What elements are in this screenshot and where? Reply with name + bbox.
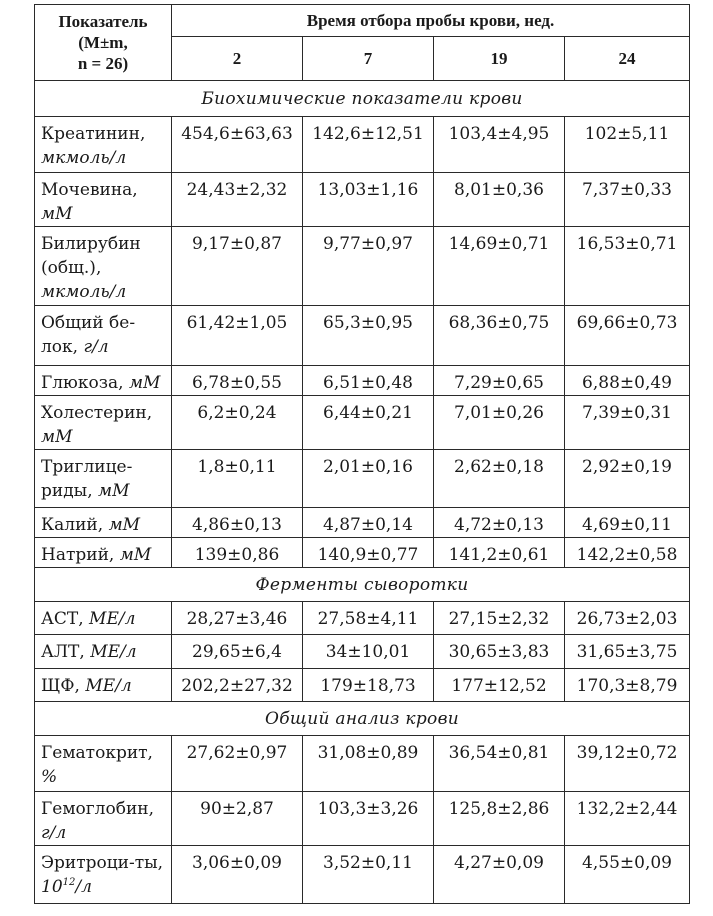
- table-row: [35, 396, 690, 450]
- indicator-cell: [35, 538, 172, 568]
- unit-prefix: 10: [41, 877, 63, 897]
- unit-text: г/л: [83, 337, 109, 357]
- value-cell: 125,8±2,86: [434, 792, 565, 846]
- value-cell: 6,2±0,24: [172, 396, 303, 450]
- value-cell: 170,3±8,79: [565, 669, 690, 702]
- value-cell: 69,66±0,73: [565, 306, 690, 366]
- indicator-name: Гемоглобин,: [41, 799, 155, 819]
- table-row: [35, 227, 690, 306]
- indicator-cell: [35, 396, 172, 450]
- value-cell: 26,73±2,03: [565, 602, 690, 635]
- table-row: [35, 117, 690, 173]
- indicator-unit: [41, 148, 126, 168]
- value-cell: 2,92±0,19: [565, 450, 690, 508]
- indicator-cell: [35, 117, 172, 173]
- value-cell: 65,3±0,95: [303, 306, 434, 366]
- indicator-name: Холестерин,: [41, 403, 153, 423]
- indicator-unit: [41, 767, 57, 787]
- table-row: [35, 846, 690, 904]
- value-cell: 140,9±0,77: [303, 538, 434, 568]
- unit-text: МЕ/л: [85, 676, 132, 696]
- value-cell: 16,53±0,71: [565, 227, 690, 306]
- section-title: Биохимические показатели крови: [35, 81, 690, 117]
- value-cell: 28,27±3,46: [172, 602, 303, 635]
- indicator-name: АЛТ,: [41, 642, 85, 662]
- value-cell: 14,69±0,71: [434, 227, 565, 306]
- value-cell: 3,52±0,11: [303, 846, 434, 904]
- value-cell: 139±0,86: [172, 538, 303, 568]
- indicator-cell: [35, 736, 172, 792]
- value-cell: 7,39±0,31: [565, 396, 690, 450]
- value-cell: 27,15±2,32: [434, 602, 565, 635]
- indicator-cell: [35, 227, 172, 306]
- table-row: [35, 508, 690, 538]
- indicator-cell: [35, 366, 172, 396]
- indicator-cell: [35, 846, 172, 904]
- value-cell: 8,01±0,36: [434, 173, 565, 227]
- unit-text: мМ: [128, 373, 161, 393]
- unit-text: мМ: [41, 204, 73, 224]
- section-title: Ферменты сыворотки: [35, 568, 690, 602]
- indicator-cell: [35, 792, 172, 846]
- table-row: [35, 366, 690, 396]
- value-cell: 202,2±27,32: [172, 669, 303, 702]
- indicator-cell: [35, 173, 172, 227]
- value-cell: 7,37±0,33: [565, 173, 690, 227]
- value-cell: 24,43±2,32: [172, 173, 303, 227]
- table-body: [35, 81, 690, 904]
- indicator-cell: [35, 635, 172, 669]
- unit-text: /л: [75, 877, 92, 897]
- value-cell: 68,36±0,75: [434, 306, 565, 366]
- section-row: [35, 568, 690, 602]
- section-title: Общий анализ крови: [35, 702, 690, 736]
- value-cell: 9,77±0,97: [303, 227, 434, 306]
- value-cell: 4,69±0,11: [565, 508, 690, 538]
- indicator-unit: [41, 823, 66, 843]
- value-cell: 6,78±0,55: [172, 366, 303, 396]
- indicator-unit: [41, 282, 126, 302]
- indicator-name: Общий бе-лок,: [41, 313, 136, 357]
- indicator-name: Билирубин (общ.),: [41, 234, 141, 278]
- indicator-header-line-1: Показатель: [58, 12, 148, 31]
- indicator-unit: [129, 373, 161, 393]
- week-header: 19: [434, 37, 565, 81]
- indicator-unit: [90, 642, 136, 662]
- indicator-name: Эритроци-ты,: [41, 853, 164, 873]
- indicator-name: Триглице-риды,: [41, 457, 133, 501]
- value-cell: 27,62±0,97: [172, 736, 303, 792]
- value-cell: 177±12,52: [434, 669, 565, 702]
- indicator-cell: [35, 450, 172, 508]
- value-cell: 30,65±3,83: [434, 635, 565, 669]
- indicator-cell: [35, 306, 172, 366]
- value-cell: 4,87±0,14: [303, 508, 434, 538]
- value-cell: 103,4±4,95: [434, 117, 565, 173]
- indicator-name: Глюкоза,: [41, 373, 124, 393]
- indicator-name: АСТ,: [41, 609, 84, 629]
- indicator-column-header: [35, 5, 172, 81]
- indicator-header-line-2: (M±m,: [78, 33, 128, 52]
- value-cell: 61,42±1,05: [172, 306, 303, 366]
- unit-text: МЕ/л: [90, 642, 137, 662]
- value-cell: 7,01±0,26: [434, 396, 565, 450]
- value-cell: 103,3±3,26: [303, 792, 434, 846]
- unit-text: МЕ/л: [89, 609, 136, 629]
- indicator-unit: [120, 545, 152, 565]
- value-cell: 1,8±0,11: [172, 450, 303, 508]
- unit-text: %: [41, 767, 58, 787]
- value-cell: 34±10,01: [303, 635, 434, 669]
- unit-text: мМ: [41, 427, 73, 447]
- value-cell: 31,08±0,89: [303, 736, 434, 792]
- indicator-name: Мочевина,: [41, 180, 138, 200]
- value-cell: 142,2±0,58: [565, 538, 690, 568]
- value-cell: 6,51±0,48: [303, 366, 434, 396]
- value-cell: 3,06±0,09: [172, 846, 303, 904]
- value-cell: 27,58±4,11: [303, 602, 434, 635]
- table-row: [35, 635, 690, 669]
- value-cell: 29,65±6,4: [172, 635, 303, 669]
- sampling-time-header: Время отбора пробы крови, нед.: [172, 5, 690, 37]
- value-cell: 4,72±0,13: [434, 508, 565, 538]
- value-cell: 4,55±0,09: [565, 846, 690, 904]
- indicator-name: Натрий,: [41, 545, 115, 565]
- indicator-name: Гематокрит,: [41, 743, 153, 763]
- table-row: [35, 306, 690, 366]
- table-row: [35, 792, 690, 846]
- table-row: [35, 669, 690, 702]
- value-cell: 2,62±0,18: [434, 450, 565, 508]
- value-cell: 31,65±3,75: [565, 635, 690, 669]
- unit-text: г/л: [41, 823, 67, 843]
- table-row: [35, 173, 690, 227]
- value-cell: 90±2,87: [172, 792, 303, 846]
- indicator-cell: [35, 508, 172, 538]
- indicator-unit: [98, 481, 130, 501]
- indicator-unit: [41, 427, 73, 447]
- table-row: [35, 602, 690, 635]
- indicator-unit: [85, 676, 131, 696]
- value-cell: 142,6±12,51: [303, 117, 434, 173]
- indicator-unit: [83, 337, 108, 357]
- unit-text: мМ: [108, 515, 141, 535]
- blood-indicators-table: [34, 4, 690, 904]
- data-table-container: [34, 4, 689, 904]
- indicator-unit: [109, 515, 141, 535]
- value-cell: 179±18,73: [303, 669, 434, 702]
- indicator-unit: [89, 609, 135, 629]
- section-row: [35, 702, 690, 736]
- indicator-unit: [41, 877, 92, 897]
- value-cell: 102±5,11: [565, 117, 690, 173]
- week-header: 24: [565, 37, 690, 81]
- indicator-cell: [35, 669, 172, 702]
- value-cell: 39,12±0,72: [565, 736, 690, 792]
- week-header: 7: [303, 37, 434, 81]
- unit-text: мкмоль/л: [41, 148, 127, 168]
- section-row: [35, 81, 690, 117]
- unit-text: мМ: [98, 481, 130, 501]
- indicator-name: ЩФ,: [41, 676, 80, 696]
- indicator-header-line-3: n = 26): [77, 54, 129, 73]
- value-cell: 132,2±2,44: [565, 792, 690, 846]
- value-cell: 4,86±0,13: [172, 508, 303, 538]
- value-cell: 6,88±0,49: [565, 366, 690, 396]
- indicator-name: Калий,: [41, 515, 104, 535]
- unit-text: мМ: [119, 545, 152, 565]
- value-cell: 6,44±0,21: [303, 396, 434, 450]
- value-cell: 2,01±0,16: [303, 450, 434, 508]
- week-header: 2: [172, 37, 303, 81]
- table-row: [35, 450, 690, 508]
- value-cell: 7,29±0,65: [434, 366, 565, 396]
- unit-exponent: 12: [62, 877, 76, 888]
- table-row: [35, 736, 690, 792]
- value-cell: 4,27±0,09: [434, 846, 565, 904]
- indicator-cell: [35, 602, 172, 635]
- value-cell: 141,2±0,61: [434, 538, 565, 568]
- indicator-name: Креатинин,: [41, 124, 146, 144]
- value-cell: 36,54±0,81: [434, 736, 565, 792]
- value-cell: 454,6±63,63: [172, 117, 303, 173]
- value-cell: 13,03±1,16: [303, 173, 434, 227]
- indicator-unit: [41, 204, 73, 224]
- unit-text: мкмоль/л: [41, 282, 127, 302]
- table-row: [35, 538, 690, 568]
- value-cell: 9,17±0,87: [172, 227, 303, 306]
